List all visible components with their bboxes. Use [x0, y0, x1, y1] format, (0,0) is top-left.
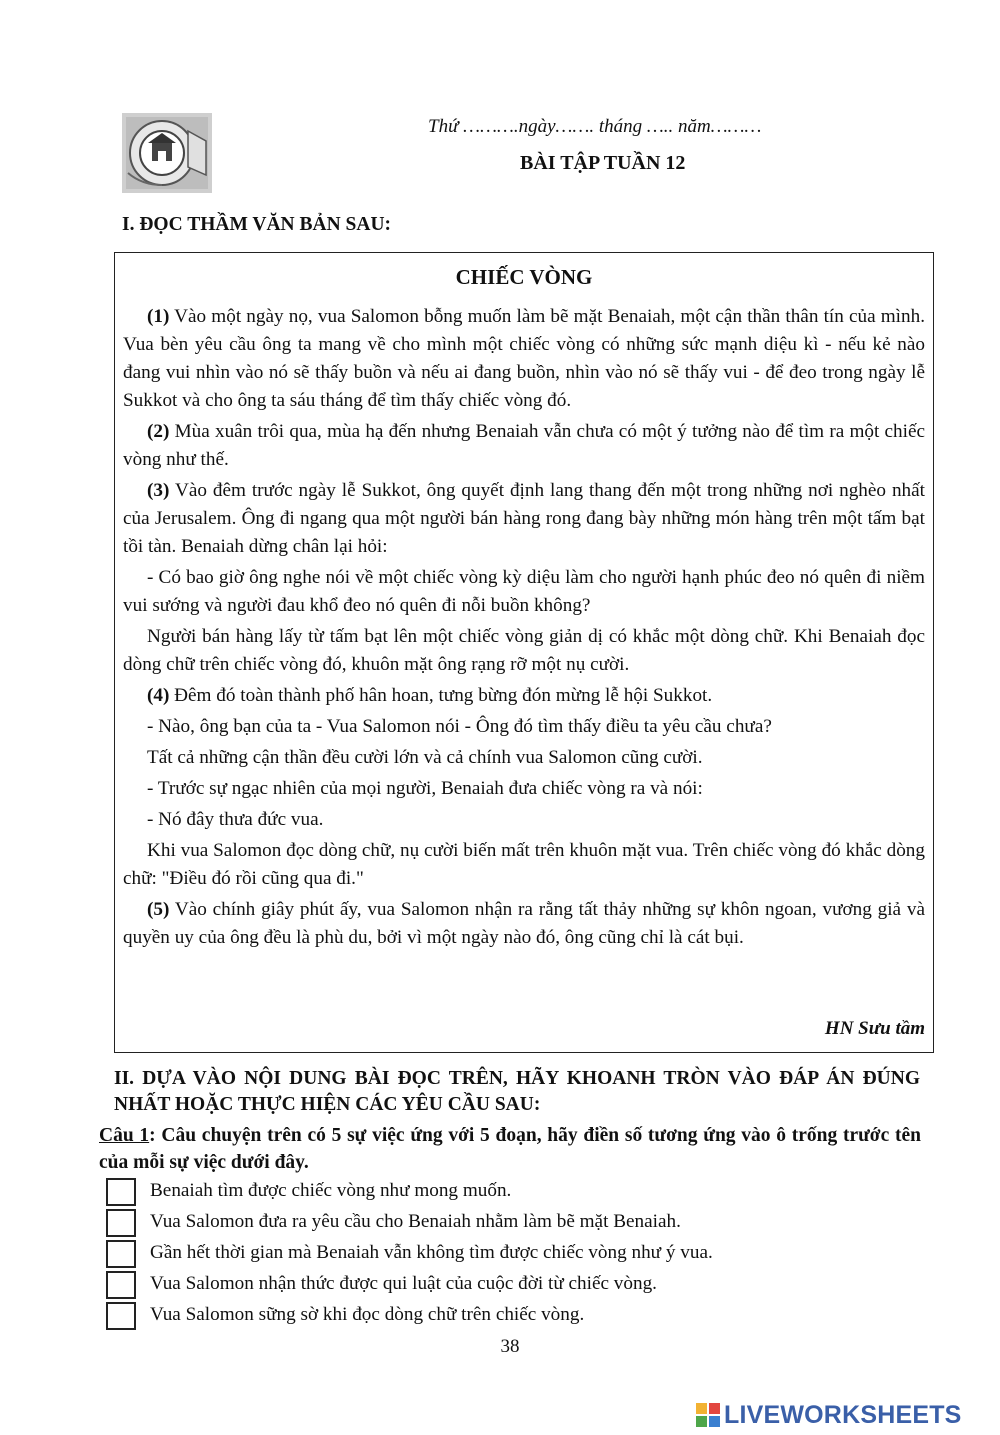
story-paragraph	[123, 837, 925, 893]
story-paragraph	[123, 806, 925, 834]
option-text: Gần hết thời gian mà Benaiah vẫn không tìm được chiếc vòng như ý vua.	[150, 1242, 713, 1263]
date-line: Thứ ……….ngày……. tháng ….. năm………	[428, 116, 762, 137]
paragraph-number: (2)	[147, 421, 170, 442]
section-1-heading: I. ĐỌC THẦM VĂN BẢN SAU:	[122, 214, 392, 235]
paragraph-number: (4)	[147, 685, 170, 706]
paragraph-number: (1)	[147, 306, 170, 327]
option-text: Vua Salomon đưa ra yêu cầu cho Benaiah nhằm làm bẽ mặt Benaiah.	[150, 1211, 681, 1232]
story-paragraph	[123, 477, 925, 561]
story-body	[123, 303, 925, 955]
document-title: BÀI TẬP TUẦN 12	[520, 152, 686, 174]
paragraph-text: Khi vua Salomon đọc dòng chữ, nụ cười biến mất trên khuôn mặt vua. Trên chiếc vòng đó khắc dòng chữ: "Điều đó rồi cũng qua đi."	[123, 840, 925, 889]
story-source: HN Sưu tầm	[824, 1018, 925, 1039]
question-text: : Câu chuyện trên có 5 sự việc ứng với 5 đoạn, hãy điền số tương ứng vào ô trống trước tên của mỗi sự việc dưới đây.	[99, 1125, 921, 1173]
paragraph-number: (5)	[147, 899, 170, 920]
paragraph-text: Đêm đó toàn thành phố hân hoan, tưng bừng đón mừng lễ hội Sukkot.	[169, 685, 713, 706]
story-paragraph	[123, 744, 925, 772]
paragraph-text: - Nào, ông bạn của ta - Vua Salomon nói - Ông đó tìm thấy điều ta yêu cầu chưa?	[147, 716, 772, 737]
option-text: Benaiah tìm được chiếc vòng như mong muốn.	[150, 1180, 512, 1201]
question-1-prompt	[99, 1122, 921, 1176]
paragraph-text: Người bán hàng lấy từ tấm bạt lên một chiếc vòng giản dị có khắc một dòng chữ. Khi Benaiah đọc dòng chữ trên chiếc vòng đó, khuôn mặt ông rạng rỡ một nụ cười.	[123, 626, 925, 675]
story-paragraph	[123, 896, 925, 952]
answer-box[interactable]	[106, 1302, 136, 1330]
story-box	[114, 252, 934, 1053]
paragraph-text: Mùa xuân trôi qua, mùa hạ đến nhưng Benaiah vẫn chưa có một ý tưởng nào để tìm ra một chiếc vòng như thế.	[123, 421, 925, 470]
liveworksheets-logo[interactable]	[696, 1400, 962, 1430]
story-title: CHIẾC VÒNG	[455, 265, 593, 289]
paragraph-text: Tất cả những cận thần đều cười lớn và cả chính vua Salomon cũng cười.	[147, 747, 703, 768]
answer-box[interactable]	[106, 1271, 136, 1299]
page-number: 38	[500, 1336, 520, 1357]
story-paragraph	[123, 775, 925, 803]
brand-name: LIVEWORKSHEETS	[724, 1400, 962, 1429]
story-paragraph	[123, 303, 925, 415]
story-paragraph	[123, 564, 925, 620]
paragraph-text: Vào một ngày nọ, vua Salomon bỗng muốn làm bẽ mặt Benaiah, một cận thần thân tín của mình. Vua bèn yêu cầu ông ta mang về cho mình một chiếc vòng có những sức mạnh diệu kì - nếu kẻ nào đang vui nhìn vào nó sẽ thấy buồn và nếu ai đang buồn, nhìn vào nó sẽ thấy vui - để đeo trong ngày lễ Sukkot và cho ông ta sáu tháng để tìm thấy chiếc vòng đó.	[123, 306, 925, 411]
story-paragraph	[123, 623, 925, 679]
story-paragraph	[123, 418, 925, 474]
story-paragraph	[123, 713, 925, 741]
liveworksheets-icon	[696, 1403, 720, 1427]
answer-box[interactable]	[106, 1178, 136, 1206]
paragraph-text: - Nó đây thưa đức vua.	[147, 809, 324, 830]
question-label: Câu 1	[99, 1125, 150, 1146]
paragraph-text: Vào đêm trước ngày lễ Sukkot, ông quyết định lang thang đến một trong những nơi nghèo nhất của Jerusalem. Ông đi ngang qua một người bán hàng rong đang bày những món hàng trên một tấm bạt tồi tàn. Benaiah dừng chân lại hỏi:	[123, 480, 925, 557]
paragraph-text: - Có bao giờ ông nghe nói về một chiếc vòng kỳ diệu làm cho người hạnh phúc đeo nó quên đi niềm vui sướng và người đau khổ đeo nó quên đi nỗi buồn không?	[123, 567, 925, 616]
school-logo	[122, 113, 212, 193]
section-2-heading: II. DỰA VÀO NỘI DUNG BÀI ĐỌC TRÊN, HÃY KHOANH TRÒN VÀO ĐÁP ÁN ĐÚNG NHẤT HOẶC THỰC HIỆN CÁC YÊU CẦU SAU:	[114, 1068, 920, 1115]
option-text: Vua Salomon nhận thức được qui luật của cuộc đời từ chiếc vòng.	[150, 1273, 657, 1294]
paragraph-number: (3)	[147, 480, 170, 501]
paragraph-text: Vào chính giây phút ấy, vua Salomon nhận ra rằng tất thảy những sự khôn ngoan, vương giả và quyền uy của ông đều là phù du, bởi vì một ngày nào đó, ông cũng chỉ là cát bụi.	[123, 899, 925, 948]
option-text: Vua Salomon sững sờ khi đọc dòng chữ trên chiếc vòng.	[150, 1304, 585, 1325]
answer-box[interactable]	[106, 1209, 136, 1237]
paragraph-text: - Trước sự ngạc nhiên của mọi người, Benaiah đưa chiếc vòng ra và nói:	[147, 778, 703, 799]
story-paragraph	[123, 682, 925, 710]
answer-box[interactable]	[106, 1240, 136, 1268]
